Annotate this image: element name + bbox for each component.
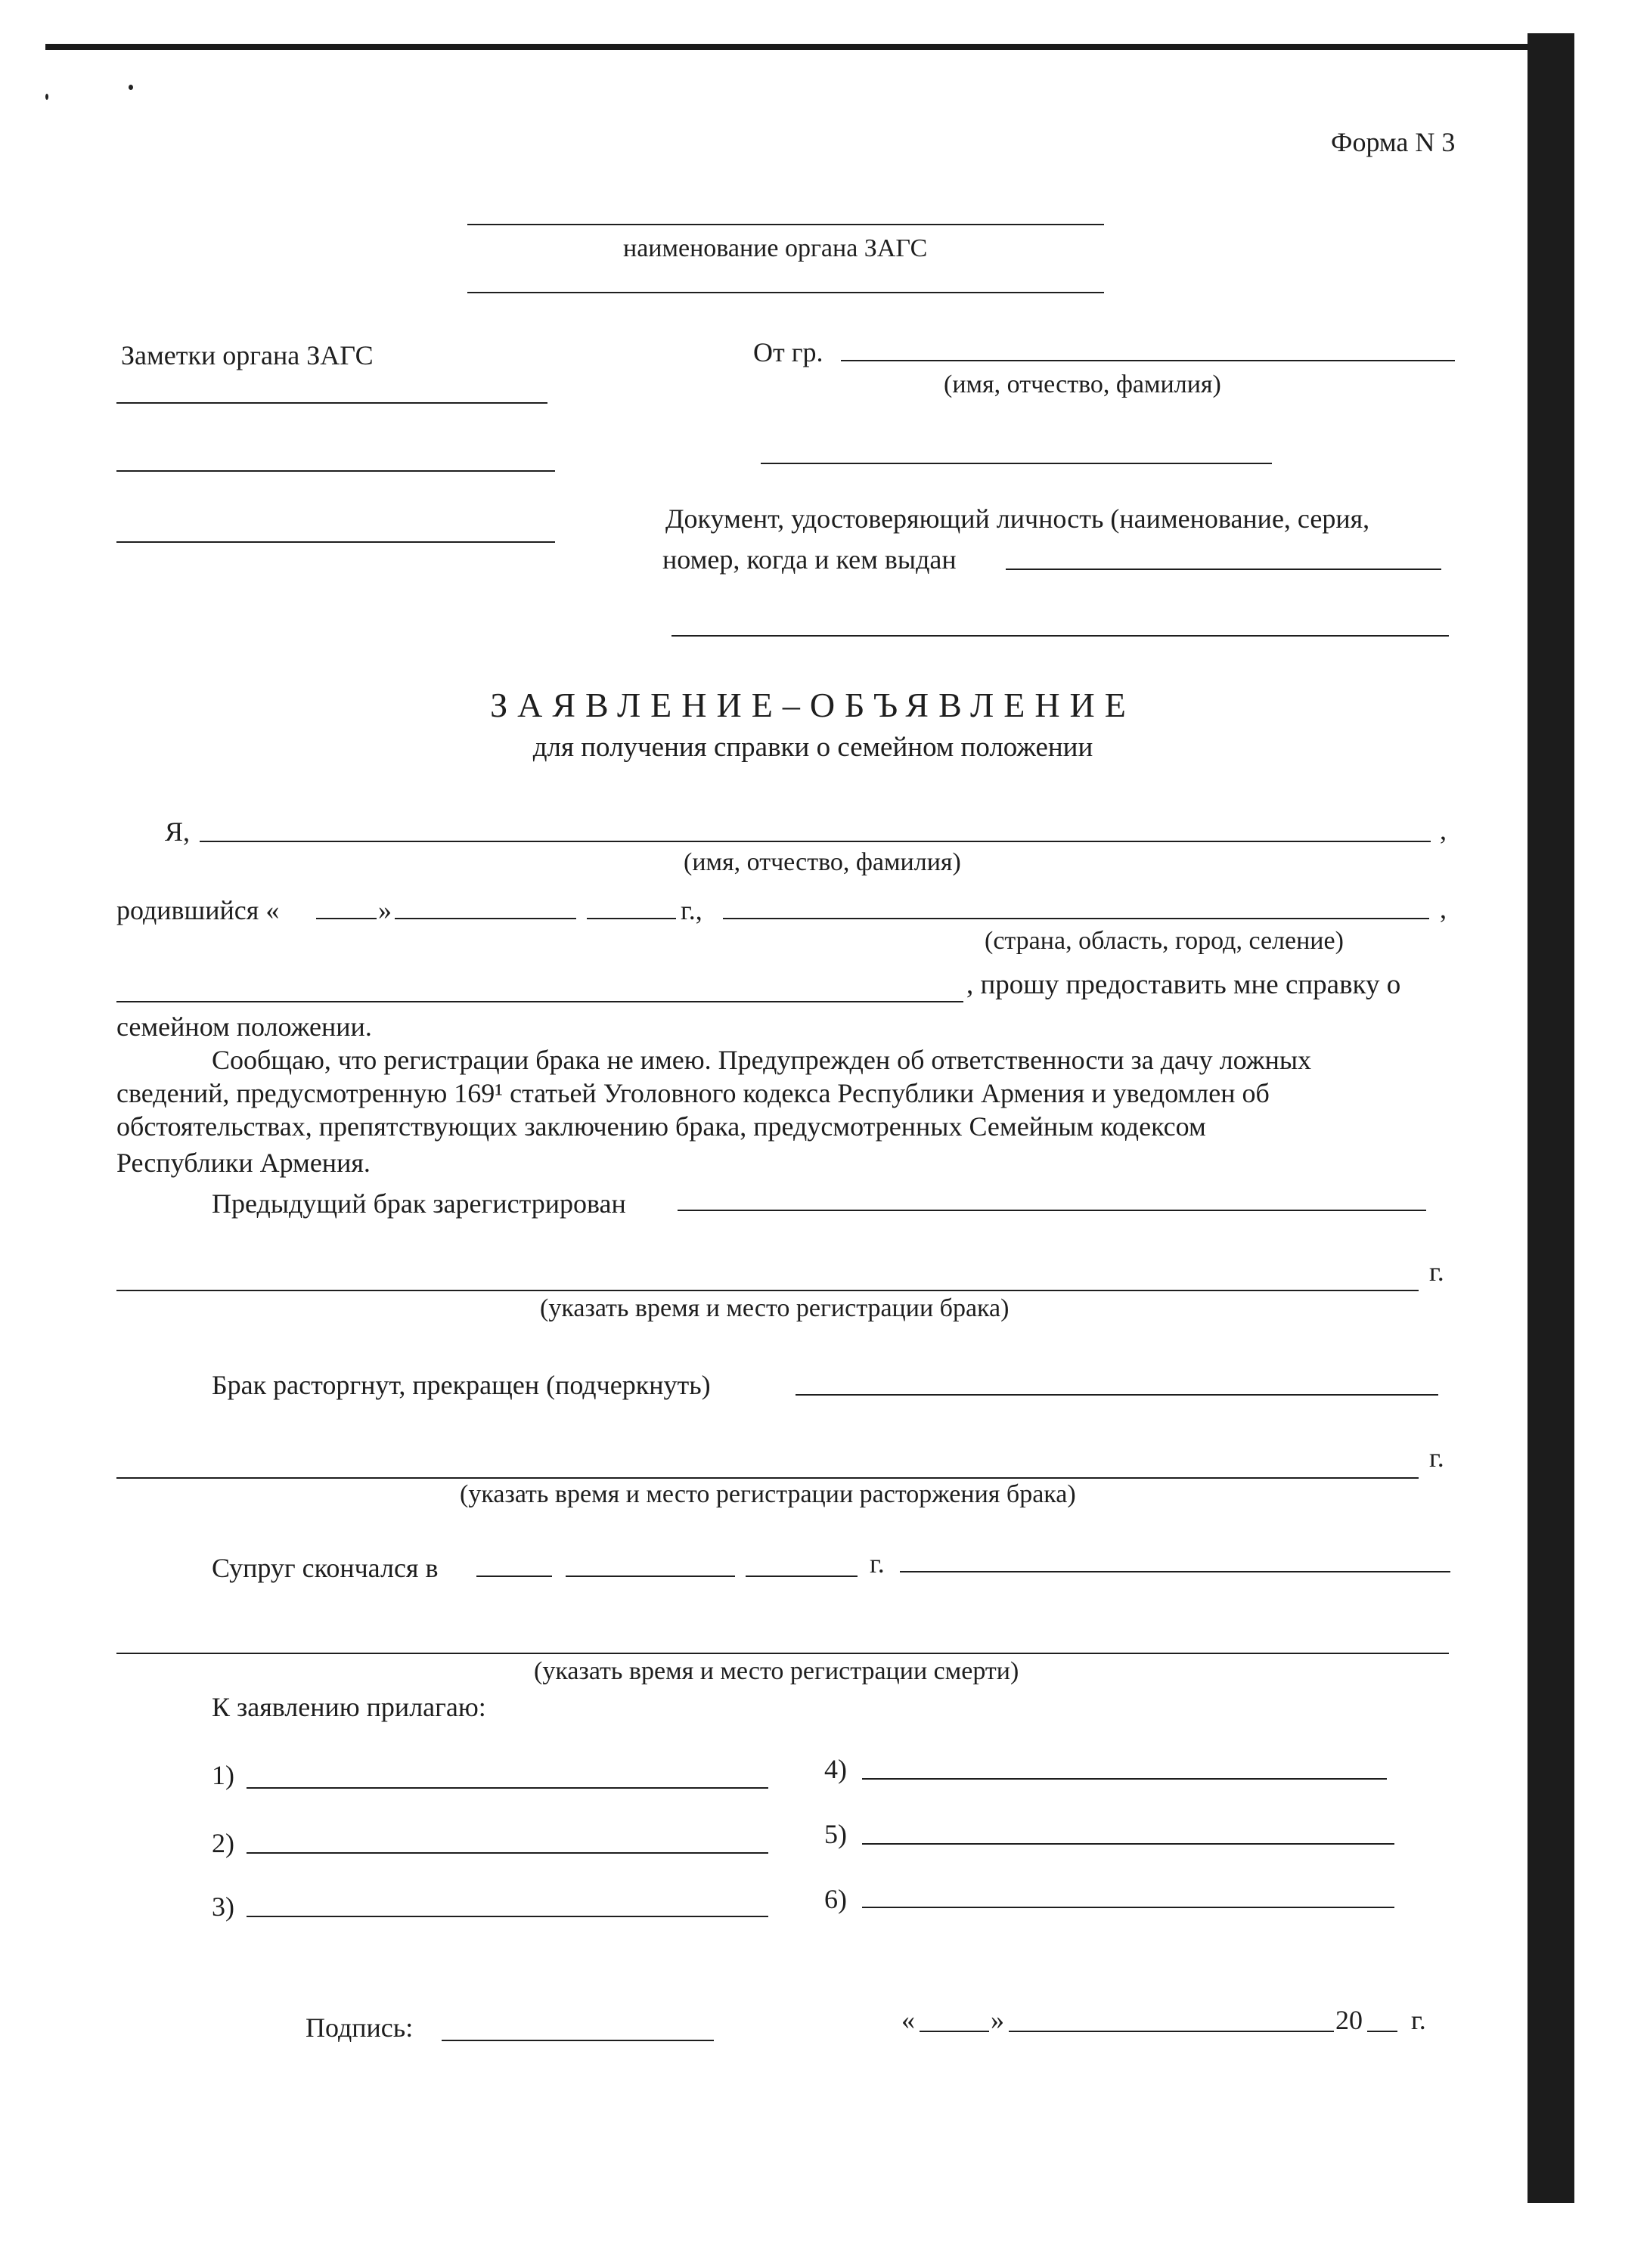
registry-office-line-top[interactable]: [467, 224, 1104, 225]
id-document-label-1: Документ, удостоверяющий личность (наименование, серия,: [665, 503, 1370, 534]
scan-speck: [45, 94, 48, 100]
date-year-prefix: 20: [1335, 2005, 1363, 2035]
attachment-number-2: 2): [212, 1828, 234, 1858]
full-name-caption: (имя, отчество, фамилия): [944, 370, 1221, 398]
signature-label: Подпись:: [305, 2012, 414, 2043]
attachment-number-6: 6): [824, 1884, 847, 1914]
notes-line-1[interactable]: [116, 402, 547, 404]
attachment-line-4[interactable]: [862, 1778, 1387, 1780]
attachment-line-2[interactable]: [247, 1852, 768, 1854]
attachment-number-1: 1): [212, 1760, 234, 1790]
document-title: ЗАЯВЛЕНИЕ–ОБЪЯВЛЕНИЕ: [490, 686, 1136, 724]
born-quote-close: »: [378, 895, 392, 925]
birthplace-caption: (страна, область, город, селение): [985, 927, 1344, 955]
born-label: родившийся «: [116, 895, 280, 925]
death-place-line-2[interactable]: [116, 1653, 1449, 1654]
full-name-caption-2: (имя, отчество, фамилия): [684, 848, 961, 876]
year-suffix-1: г.: [1429, 1256, 1444, 1287]
scan-edge-right: [1527, 33, 1574, 2203]
statement-line-3: обстоятельствах, препятствующих заключению брака, предусмотренных Семейным кодексом: [116, 1111, 1206, 1142]
comma-2: ,: [1440, 894, 1447, 924]
notes-line-2[interactable]: [116, 470, 555, 472]
from-citizen-name-line[interactable]: [841, 360, 1455, 361]
death-place-line[interactable]: [900, 1571, 1450, 1572]
scan-speck: [129, 85, 133, 90]
statement-line-2: сведений, предусмотренную 169¹ статьей Уголовного кодекса Республики Армения и уведомлен об: [116, 1078, 1270, 1108]
attachment-number-5: 5): [824, 1819, 847, 1849]
year-abbr: г.,: [681, 895, 702, 925]
attachment-number-4: 4): [824, 1754, 847, 1784]
date-open-quote: «: [901, 2005, 915, 2035]
previous-marriage-label: Предыдущий брак зарегистрирован: [212, 1188, 626, 1219]
spouse-died-label: Супруг скончался в: [212, 1553, 439, 1583]
id-document-line-2[interactable]: [671, 635, 1449, 637]
attachment-number-3: 3): [212, 1892, 234, 1922]
birth-month-line[interactable]: [395, 918, 576, 919]
i-label: Я,: [165, 816, 191, 847]
marriage-caption: (указать время и место регистрации брака): [540, 1294, 1010, 1322]
comma: ,: [1440, 815, 1447, 845]
birth-year-line[interactable]: [587, 918, 676, 919]
death-caption: (указать время и место регистрации смерти): [534, 1657, 1019, 1685]
notes-label: Заметки органа ЗАГС: [121, 340, 374, 370]
previous-marriage-line[interactable]: [678, 1210, 1426, 1211]
death-month-line[interactable]: [566, 1576, 735, 1577]
year-suffix-3: г.: [870, 1548, 885, 1579]
attachment-line-3[interactable]: [247, 1916, 768, 1917]
birthplace-line[interactable]: [723, 918, 1429, 919]
date-close-quote: »: [991, 2005, 1004, 2035]
attachments-label: К заявлению прилагаю:: [212, 1692, 486, 1722]
from-citizen-label: От гр.: [753, 337, 823, 367]
year-suffix-2: г.: [1429, 1442, 1444, 1473]
previous-marriage-line-2[interactable]: [116, 1290, 1419, 1291]
statement-line-1: Сообщаю, что регистрации брака не имею. Предупрежден об ответственности за дачу ложных: [212, 1045, 1312, 1075]
divorce-label: Брак расторгнут, прекращен (подчеркнуть): [212, 1370, 711, 1400]
notes-line-3[interactable]: [116, 541, 555, 543]
registry-office-name-caption: наименование органа ЗАГС: [623, 234, 928, 262]
divorce-line[interactable]: [796, 1394, 1438, 1396]
id-document-label-2: номер, когда и кем выдан: [662, 544, 957, 575]
date-year-line[interactable]: [1367, 2031, 1397, 2032]
attachment-line-1[interactable]: [247, 1787, 768, 1789]
attachment-line-6[interactable]: [862, 1907, 1394, 1908]
signature-line[interactable]: [442, 2040, 714, 2041]
date-day-line[interactable]: [920, 2031, 989, 2032]
scan-edge-top: [45, 44, 1527, 50]
from-citizen-extra-line[interactable]: [761, 463, 1272, 464]
date-month-line[interactable]: [1009, 2031, 1334, 2032]
birthplace-line-2[interactable]: [116, 1001, 963, 1002]
divorce-line-2[interactable]: [116, 1477, 1419, 1479]
id-document-line-1[interactable]: [1006, 569, 1441, 570]
attachment-line-5[interactable]: [862, 1843, 1394, 1845]
death-year-line[interactable]: [746, 1576, 858, 1577]
death-day-line[interactable]: [476, 1576, 552, 1577]
applicant-name-line[interactable]: [200, 841, 1431, 842]
statement-line-4: Республики Армения.: [116, 1148, 371, 1178]
form-number: Форма N 3: [1331, 127, 1456, 157]
registry-office-line-bottom[interactable]: [467, 292, 1104, 293]
request-text-cont: семейном положении.: [116, 1012, 372, 1042]
document-subtitle: для получения справки о семейном положении: [532, 732, 1093, 763]
request-text: , прошу предоставить мне справку о: [966, 969, 1401, 1000]
divorce-caption: (указать время и место регистрации расторжения брака): [460, 1480, 1076, 1508]
date-year-suffix: г.: [1411, 2005, 1426, 2035]
birth-day-line[interactable]: [316, 918, 377, 919]
